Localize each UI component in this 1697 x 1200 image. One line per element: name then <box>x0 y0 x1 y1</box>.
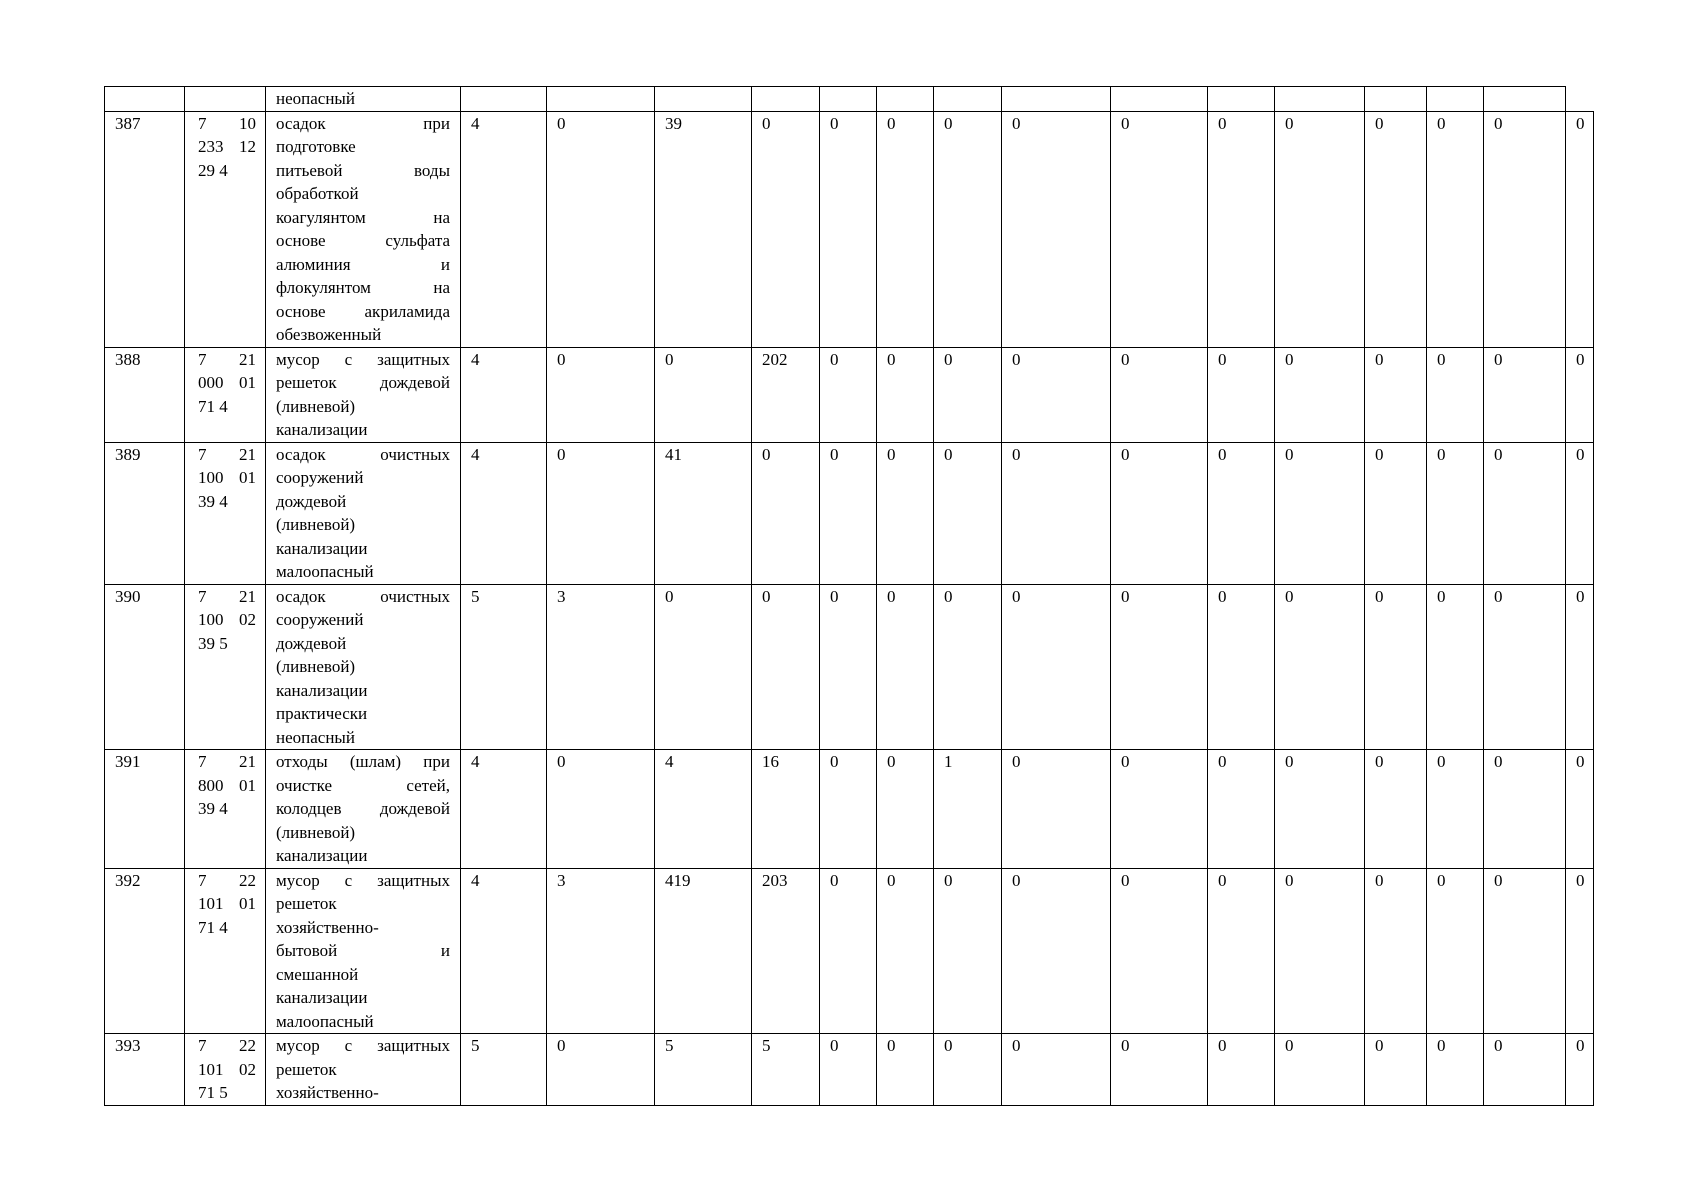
cell-value: 0 <box>820 1034 877 1106</box>
name-line: решеток <box>276 894 337 913</box>
name-line: осадок очистных <box>276 586 450 606</box>
name-line: канализации <box>276 988 368 1007</box>
cell-value: 0 <box>934 868 1002 1034</box>
name-line: дождевой <box>276 491 347 511</box>
continuation-row <box>105 87 1594 112</box>
cell-value: 4 <box>655 750 752 869</box>
cell-value: 0 <box>1566 1034 1594 1106</box>
cell-value: 0 <box>1484 750 1566 869</box>
name-line: питьевой воды <box>276 160 450 180</box>
cell-value: 0 <box>1365 442 1427 584</box>
name-line: (ливневой) <box>276 822 356 842</box>
cell-value: 0 <box>1208 868 1275 1034</box>
cell-value: 0 <box>1208 111 1275 347</box>
name-line: флокулянтом на <box>276 278 450 297</box>
code-line: 100 02 <box>198 610 256 629</box>
cell-value: 0 <box>820 442 877 584</box>
cell-value: 0 <box>1002 442 1111 584</box>
cell-value: 0 <box>1002 868 1111 1034</box>
name-line: коагулянтом на <box>276 207 450 227</box>
code-line: 71 5 <box>198 1083 228 1102</box>
cell-value: 0 <box>877 442 934 584</box>
cell-value: 0 <box>1111 1034 1208 1106</box>
cell-value: 0 <box>1208 584 1275 750</box>
cell-value: 0 <box>1365 111 1427 347</box>
cell-num: 387 <box>105 111 185 347</box>
table-row <box>105 868 1594 1034</box>
cell-value: 0 <box>655 347 752 442</box>
cell-value: 0 <box>1208 1034 1275 1106</box>
code-line: 39 5 <box>198 633 228 653</box>
cell-value: 0 <box>820 347 877 442</box>
cell-num: 388 <box>105 347 185 442</box>
cell-value: 0 <box>1002 111 1111 347</box>
table-row <box>105 442 1594 584</box>
cell-value: 4 <box>461 347 547 442</box>
name-line: канализации <box>276 420 368 439</box>
cell-num: 393 <box>105 1034 185 1106</box>
cell-value: 0 <box>877 868 934 1034</box>
cell-value: 0 <box>1365 868 1427 1034</box>
table-row <box>105 111 1594 347</box>
cell-value: 16 <box>752 750 820 869</box>
cell-value: 0 <box>1484 868 1566 1034</box>
cell-value: 39 <box>655 111 752 347</box>
cell-value: 0 <box>1275 584 1365 750</box>
name-line: обезвоженный <box>276 325 382 344</box>
cell-value: 0 <box>1208 347 1275 442</box>
cell-name <box>266 750 461 869</box>
cell-value: 4 <box>461 750 547 869</box>
name-line: мусор с защитных <box>276 870 450 890</box>
code-line: 7 10 <box>198 113 256 133</box>
cell-code <box>185 584 266 750</box>
cell-value: 0 <box>1484 442 1566 584</box>
cell-value: 0 <box>1566 584 1594 750</box>
cell-value: 0 <box>934 442 1002 584</box>
name-line: очистке сетей, <box>276 775 450 795</box>
name-line: практически <box>276 704 368 723</box>
code-line: 39 4 <box>198 491 228 511</box>
cell-value: 0 <box>1566 347 1594 442</box>
cell-value: 0 <box>1002 1034 1111 1106</box>
name-line: решеток дождевой <box>276 373 450 392</box>
cell-value: 0 <box>1208 750 1275 869</box>
cell-value: 0 <box>1275 1034 1365 1106</box>
name-line: смешанной <box>276 964 359 984</box>
cell-name <box>266 584 461 750</box>
code-line: 101 02 <box>198 1059 256 1079</box>
name-line: основе акриламида <box>276 301 450 321</box>
cell-value: 0 <box>877 750 934 869</box>
name-line: канализации <box>276 538 368 558</box>
cell-value: 0 <box>1427 1034 1484 1106</box>
name-line: решеток <box>276 1059 337 1079</box>
cell-value: 203 <box>752 868 820 1034</box>
name-line: сооружений <box>276 610 364 629</box>
name-line: хозяйственно- <box>276 917 379 937</box>
code-line: 233 12 <box>198 137 256 156</box>
cell-value: 0 <box>1484 1034 1566 1106</box>
name-line: основе сульфата <box>276 231 450 250</box>
cell-value: 0 <box>1427 584 1484 750</box>
name-line: осадок при <box>276 113 450 133</box>
cell-value: 3 <box>547 868 655 1034</box>
code-line: 71 4 <box>198 396 228 416</box>
cell-name <box>266 442 461 584</box>
cell-value: 0 <box>877 584 934 750</box>
cell-value: 0 <box>1002 750 1111 869</box>
cell-value: 1 <box>934 750 1002 869</box>
cell-value: 5 <box>752 1034 820 1106</box>
name-line: малоопасный <box>276 562 374 581</box>
cell-value: 202 <box>752 347 820 442</box>
cell-value: 0 <box>1111 584 1208 750</box>
table-row <box>105 1034 1594 1106</box>
cell-num <box>105 87 185 112</box>
cell-code <box>185 347 266 442</box>
cell-value: 0 <box>655 584 752 750</box>
cell-value: 0 <box>1427 868 1484 1034</box>
cell-value: 0 <box>1002 584 1111 750</box>
name-line: алюминия и <box>276 254 450 274</box>
cell-value: 4 <box>461 111 547 347</box>
name-line: осадок очистных <box>276 444 450 464</box>
name-line: неопасный <box>276 727 355 747</box>
cell-value: 419 <box>655 868 752 1034</box>
cell-value: 0 <box>1566 868 1594 1034</box>
cell-value: 0 <box>1365 347 1427 442</box>
cell-value: 0 <box>1365 584 1427 750</box>
cell-value: 0 <box>1275 750 1365 869</box>
cell-code <box>185 868 266 1034</box>
cell-value: 0 <box>820 868 877 1034</box>
cell-value: 0 <box>934 1034 1002 1106</box>
cell-value: 0 <box>752 442 820 584</box>
table-row <box>105 750 1594 869</box>
cell-value: 0 <box>547 750 655 869</box>
name-line: мусор с защитных <box>276 349 450 369</box>
cell-value: 0 <box>1566 442 1594 584</box>
code-line: 71 4 <box>198 917 228 937</box>
cell-value: 0 <box>1427 750 1484 869</box>
code-line: 800 01 <box>198 775 256 795</box>
cell-value: 0 <box>1275 868 1365 1034</box>
name-line: дождевой <box>276 633 347 653</box>
cell-value: 4 <box>461 868 547 1034</box>
cell-value: 0 <box>934 584 1002 750</box>
code-line: 000 01 <box>198 373 256 392</box>
name-line: мусор с защитных <box>276 1036 450 1055</box>
name-line: (ливневой) <box>276 515 356 534</box>
cell-value: 0 <box>1111 868 1208 1034</box>
cell-num: 392 <box>105 868 185 1034</box>
name-line: отходы (шлам) при <box>276 752 450 771</box>
name-line: бытовой и <box>276 941 450 960</box>
cell-value: 5 <box>461 1034 547 1106</box>
cell-value: 0 <box>1427 442 1484 584</box>
cell-num: 391 <box>105 750 185 869</box>
code-line: 7 22 <box>198 870 256 890</box>
cell-code <box>185 87 266 112</box>
cell-code <box>185 1034 266 1106</box>
cell-value: 0 <box>1275 442 1365 584</box>
cell-num: 390 <box>105 584 185 750</box>
cell-value: 41 <box>655 442 752 584</box>
code-line: 7 21 <box>198 444 256 464</box>
code-line: 7 21 <box>198 752 256 771</box>
name-line: подготовке <box>276 137 356 156</box>
cell-value: 5 <box>655 1034 752 1106</box>
cell-value: 0 <box>1275 347 1365 442</box>
code-line: 7 21 <box>198 349 256 369</box>
table-row <box>105 347 1594 442</box>
cell-value: 0 <box>877 111 934 347</box>
cell-value: 0 <box>1111 750 1208 869</box>
cell-code <box>185 442 266 584</box>
cell-value: 0 <box>547 1034 655 1106</box>
cell-value: 0 <box>1484 111 1566 347</box>
cell-value: 0 <box>1111 347 1208 442</box>
name-line: (ливневой) <box>276 657 356 676</box>
code-line: 7 22 <box>198 1036 256 1055</box>
name-line: канализации <box>276 846 368 865</box>
cell-name <box>266 1034 461 1106</box>
cell-value: 0 <box>547 442 655 584</box>
cell-value: 0 <box>752 111 820 347</box>
cell-value: 0 <box>877 1034 934 1106</box>
cell-num: 389 <box>105 442 185 584</box>
cell-value: 0 <box>934 347 1002 442</box>
cell-value: 0 <box>1002 347 1111 442</box>
cell-value: 0 <box>752 584 820 750</box>
cell-value: 3 <box>547 584 655 750</box>
cell-value: 0 <box>1566 111 1594 347</box>
cell-value: 4 <box>461 442 547 584</box>
cell-value: 5 <box>461 584 547 750</box>
cell-value: 0 <box>547 347 655 442</box>
name-line: (ливневой) <box>276 396 356 416</box>
cell-value: 0 <box>1566 750 1594 869</box>
code-line: 101 01 <box>198 894 256 913</box>
cell-value: 0 <box>1111 442 1208 584</box>
continuation-text: неопасный <box>276 89 355 108</box>
name-line: канализации <box>276 680 368 700</box>
cell-value: 0 <box>547 111 655 347</box>
cell-value: 0 <box>1365 750 1427 869</box>
cell-value: 0 <box>820 750 877 869</box>
cell-value: 0 <box>1484 347 1566 442</box>
cell-value: 0 <box>1275 111 1365 347</box>
name-line: малоопасный <box>276 1011 374 1031</box>
name-line: колодцев дождевой <box>276 799 450 818</box>
cell-value: 0 <box>934 111 1002 347</box>
cell-code <box>185 750 266 869</box>
cell-value: 0 <box>1484 584 1566 750</box>
name-line: хозяйственно- <box>276 1083 379 1102</box>
code-line: 7 21 <box>198 586 256 606</box>
cell-code <box>185 111 266 347</box>
name-line: обработкой <box>276 184 359 203</box>
cell-name <box>266 347 461 442</box>
cell-value: 0 <box>1208 442 1275 584</box>
cell-value: 0 <box>1111 111 1208 347</box>
cell-name <box>266 111 461 347</box>
waste-data-table <box>104 86 1594 1106</box>
cell-value: 0 <box>820 584 877 750</box>
cell-value: 0 <box>1427 111 1484 347</box>
table-row <box>105 584 1594 750</box>
cell-value: 0 <box>877 347 934 442</box>
cell-value: 0 <box>820 111 877 347</box>
code-line: 29 4 <box>198 160 228 180</box>
cell-name <box>266 87 461 112</box>
cell-name <box>266 868 461 1034</box>
cell-value: 0 <box>1365 1034 1427 1106</box>
name-line: сооружений <box>276 468 364 487</box>
cell-value: 0 <box>1427 347 1484 442</box>
code-line: 39 4 <box>198 799 228 818</box>
code-line: 100 01 <box>198 468 256 487</box>
